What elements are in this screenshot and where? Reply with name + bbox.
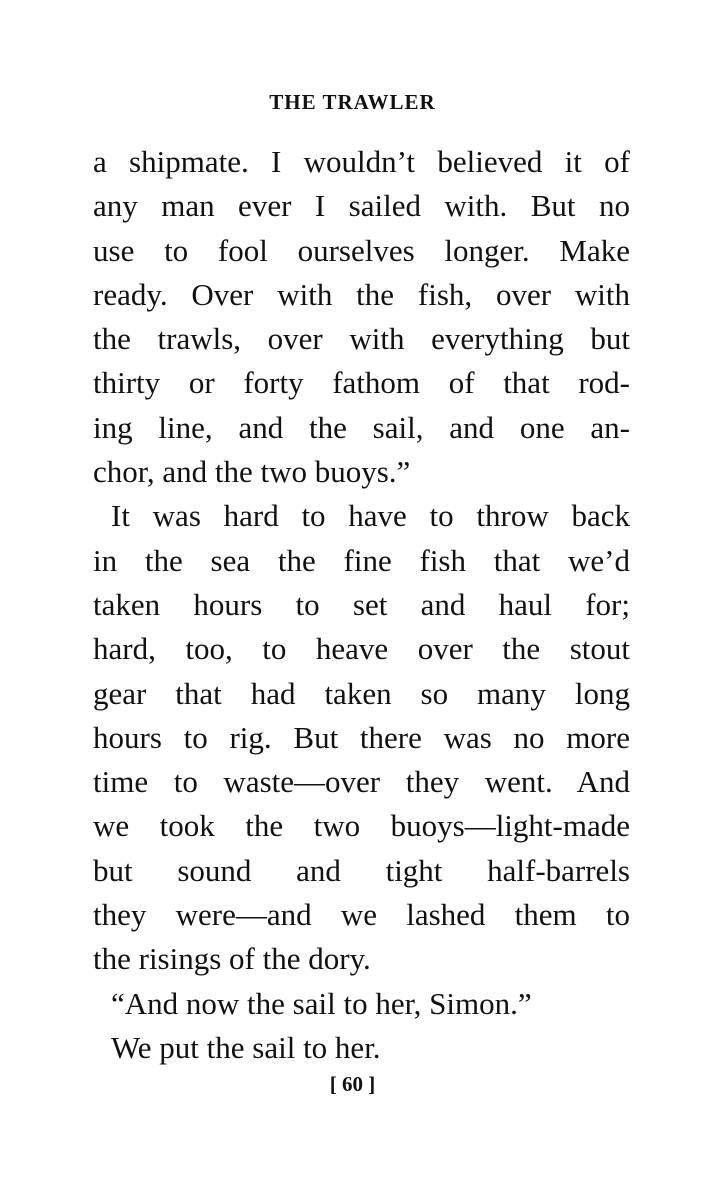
text-line: taken hours to set and haul for; — [93, 586, 630, 622]
text-line: gear that had taken so many long — [93, 675, 630, 711]
text-line: It was hard to have to throw back — [111, 498, 630, 534]
text-line: hours to rig. But there was no more — [93, 719, 630, 755]
body-text — [93, 140, 630, 1070]
text-line: ready. Over with the fish, over with — [93, 276, 630, 312]
text-line: time to waste—over they went. And — [93, 764, 630, 800]
text-line: any man ever I sailed with. But no — [93, 188, 630, 224]
text-line: We put the sail to her. — [111, 1029, 381, 1065]
text-line: thirty or forty fathom of that rod- — [93, 365, 630, 401]
text-line: use to fool ourselves longer. Make — [93, 232, 630, 268]
text-line: the trawls, over with everything but — [93, 321, 630, 357]
text-line: ing line, and the sail, and one an- — [93, 409, 630, 445]
text-line: in the sea the fine fish that we’d — [93, 542, 630, 578]
text-line: a shipmate. I wouldn’t believed it of — [93, 144, 630, 179]
running-head: THE TRAWLER — [269, 90, 436, 114]
text-line: chor, and the two buoys.” — [93, 454, 411, 490]
page-number: [ 60 ] — [329, 1072, 376, 1096]
text-line: we took the two buoys—light-made — [93, 808, 630, 844]
text-line: hard, too, to heave over the stout — [93, 631, 630, 667]
text-line: they were—and we lashed them to — [93, 897, 630, 933]
text-line: the risings of the dory. — [93, 941, 371, 977]
text-line: but sound and tight half-barrels — [93, 852, 630, 888]
text-line: “And now the sail to her, Simon.” — [111, 985, 532, 1021]
